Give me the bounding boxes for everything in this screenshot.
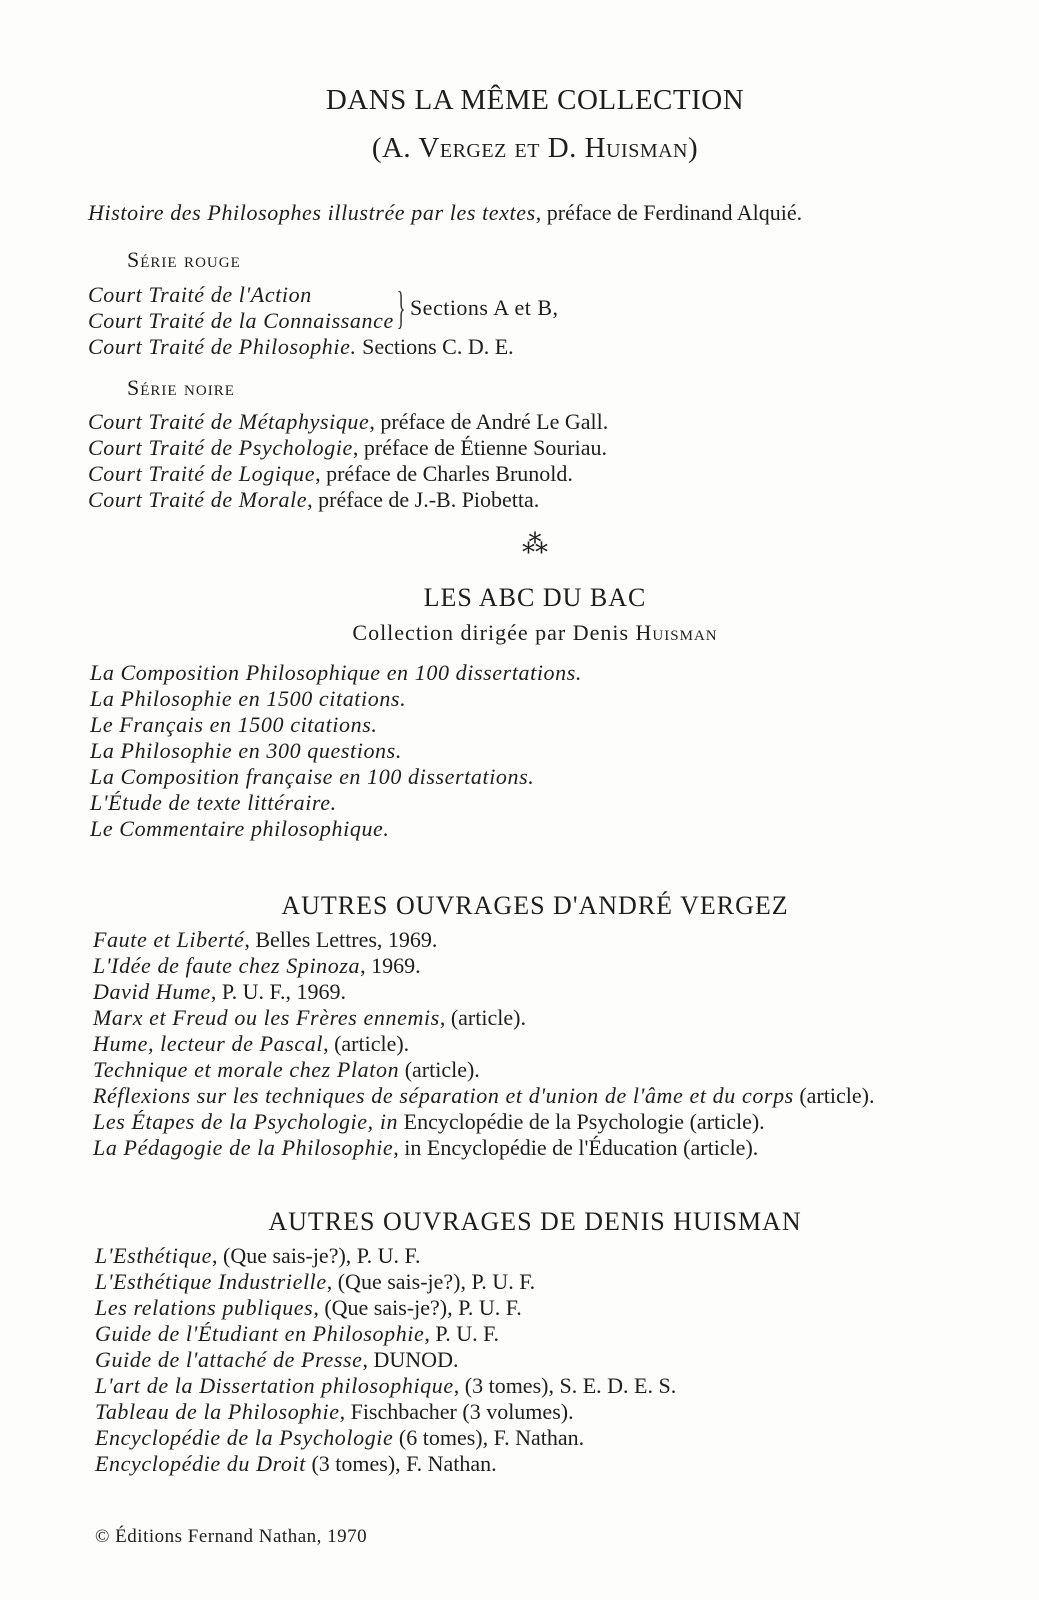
entry-title: Guide de l'attaché de Presse — [95, 1347, 363, 1372]
entry-title: Court Traité de l'Action — [88, 282, 312, 307]
entry-detail: , Belles Lettres, 1969. — [244, 927, 438, 952]
entry-detail: , (article). — [323, 1031, 410, 1056]
asterism: ⁂ — [522, 530, 548, 559]
grouped-note: Sections A et B, — [409, 295, 559, 320]
list-item — [93, 953, 874, 979]
entry-detail: , préface de J.-B. Piobetta. — [307, 487, 540, 512]
entry-title: La Composition Philosophique en 100 dissertations. — [90, 660, 583, 685]
list-item — [90, 686, 582, 712]
entry-title: Court Traité de Morale — [88, 487, 308, 512]
entry-title: Histoire des Philosophes illustrée par les textes — [88, 200, 536, 225]
list-item — [88, 435, 608, 461]
entry-title: L'Esthétique — [95, 1243, 213, 1268]
huisman-list — [95, 1243, 676, 1477]
list-item — [93, 1135, 874, 1161]
entry-detail: , (article). — [439, 1005, 526, 1030]
serie-noire-heading: Série noire — [127, 375, 235, 400]
entry-detail: , préface de Étienne Souriau. — [352, 435, 608, 460]
entry-title: Court Traité de la Connaissance — [88, 308, 394, 333]
entry-title: Tableau de la Philosophie — [95, 1399, 340, 1424]
entry-detail: (article). — [793, 1083, 875, 1108]
serie-rouge-grouped — [88, 282, 559, 334]
copyright: © Éditions Fernand Nathan, 1970 — [95, 1526, 368, 1547]
entry-detail: , Fischbacher (3 volumes). — [339, 1399, 574, 1424]
entry-detail: , préface de André Le Gall. — [369, 409, 609, 434]
entry-detail: Sections C. D. E. — [356, 334, 514, 359]
entry-title: Le Français en 1500 citations. — [90, 712, 378, 737]
list-item — [90, 790, 582, 816]
entry-title: Les relations publiques — [95, 1295, 314, 1320]
list-item — [95, 1243, 676, 1269]
entry-title: La Pédagogie de la Philosophie — [93, 1135, 394, 1160]
entry-title: Hume, lecteur de Pascal — [93, 1031, 324, 1056]
entry-title: Les Étapes de la Psychologie, in — [93, 1109, 399, 1134]
entry-title: Marx et Freud ou les Frères ennemis — [93, 1005, 440, 1030]
entry-title: L'Étude de texte littéraire. — [90, 790, 337, 815]
entry-title: Guide de l'Étudiant en Philosophie — [95, 1321, 425, 1346]
list-item — [88, 461, 608, 487]
huisman-title: AUTRES OUVRAGES DE DENIS HUISMAN — [268, 1207, 802, 1236]
entry-title: L'Idée de faute chez Spinoza — [93, 953, 361, 978]
entry-detail: , (3 tomes), S. E. D. E. S. — [453, 1373, 677, 1398]
list-item — [95, 1295, 676, 1321]
entry-title: Encyclopédie de la Psychologie — [95, 1425, 394, 1450]
entry-title: L'art de la Dissertation philosophique — [95, 1373, 454, 1398]
entry-detail: Encyclopédie de la Psychologie (article). — [398, 1109, 765, 1134]
collection-authors: (A. Vergez et D. Huisman) — [371, 132, 699, 164]
list-item — [88, 334, 514, 360]
entry-title: Réflexions sur les techniques de séparation et d'union de l'âme et du corps — [93, 1083, 794, 1108]
entry-detail: (3 tomes), F. Nathan. — [305, 1451, 497, 1476]
entry-detail: (6 tomes), F. Nathan. — [393, 1425, 585, 1450]
abc-subtitle-text: Collection dirigée par Denis — [352, 620, 636, 645]
list-item — [95, 1425, 676, 1451]
serie-rouge-heading: Série rouge — [127, 247, 241, 272]
entry-detail: , P. U. F. — [424, 1321, 500, 1346]
list-item — [88, 487, 608, 513]
entry-title: Court Traité de Psychologie — [88, 435, 353, 460]
list-item — [93, 979, 874, 1005]
vergez-list — [93, 927, 874, 1161]
list-item — [93, 1031, 874, 1057]
vergez-title: AUTRES OUVRAGES D'ANDRÉ VERGEZ — [281, 891, 789, 920]
brace-icon: } — [396, 282, 406, 333]
abc-director: Huisman — [635, 620, 718, 645]
entry-title: Court Traité de Métaphysique — [88, 409, 370, 434]
list-item — [95, 1269, 676, 1295]
entry-detail: , P. U. F., 1969. — [210, 979, 346, 1004]
entry-detail: , (Que sais-je?), P. U. F. — [313, 1295, 522, 1320]
entry-detail: , préface de Charles Brunold. — [315, 461, 573, 486]
list-item — [90, 712, 582, 738]
entry-title: Technique et morale chez Platon — [93, 1057, 400, 1082]
list-item — [95, 1321, 676, 1347]
entry-title: Court Traité de Philosophie. — [88, 334, 357, 359]
collection-title: DANS LA MÊME COLLECTION — [325, 84, 745, 116]
list-item — [93, 1109, 874, 1135]
list-item — [90, 764, 582, 790]
entry-detail: , préface de Ferdinand Alquié. — [535, 200, 803, 225]
abc-title: LES ABC DU BAC — [423, 583, 647, 612]
entry-title: La Philosophie en 300 questions. — [90, 738, 402, 763]
abc-subtitle — [0, 620, 1039, 646]
entry-detail: , DUNOD. — [362, 1347, 459, 1372]
entry-title: La Philosophie en 1500 citations. — [90, 686, 407, 711]
entry-detail: , (Que sais-je?), P. U. F. — [212, 1243, 421, 1268]
entry-title: La Composition française en 100 dissertations. — [90, 764, 535, 789]
serie-noire-list — [88, 409, 608, 513]
list-item — [95, 1399, 676, 1425]
entry-title: David Hume — [93, 979, 211, 1004]
entry-title: Faute et Liberté — [93, 927, 245, 952]
entry-detail: (article). — [399, 1057, 480, 1082]
entry-title: Le Commentaire philosophique. — [90, 816, 390, 841]
list-item — [95, 1451, 676, 1477]
entry-title: L'Esthétique Industrielle — [95, 1269, 327, 1294]
list-item — [88, 409, 608, 435]
list-item — [95, 1373, 676, 1399]
abc-list — [90, 660, 582, 842]
entry-detail: , in Encyclopédie de l'Éducation (article). — [393, 1135, 759, 1160]
entry-title: Court Traité de Logique — [88, 461, 316, 486]
list-item — [93, 1005, 874, 1031]
entry-detail: , 1969. — [360, 953, 421, 978]
intro-entry — [88, 200, 802, 226]
list-item — [90, 660, 582, 686]
list-item — [93, 1083, 874, 1109]
list-item — [90, 738, 582, 764]
list-item — [90, 816, 582, 842]
entry-detail: , (Que sais-je?), P. U. F. — [326, 1269, 536, 1294]
list-item — [93, 927, 874, 953]
entry-title: Encyclopédie du Droit — [95, 1451, 306, 1476]
list-item — [95, 1347, 676, 1373]
list-item — [93, 1057, 874, 1083]
